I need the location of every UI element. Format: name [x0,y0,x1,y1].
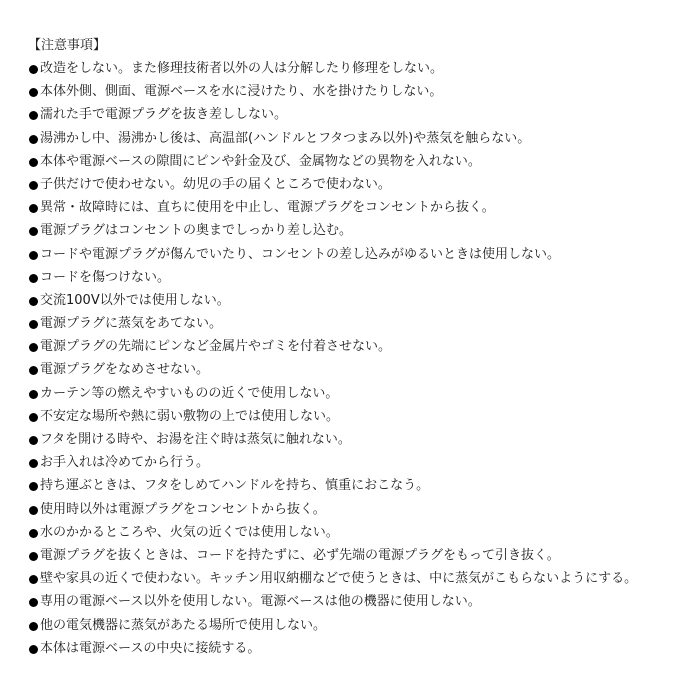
notice-item-text: 交流100V以外では使用しない。 [40,292,230,308]
bullet-icon [29,622,38,631]
notice-item-text: フタを開ける時や、お湯を注ぐ時は蒸気に触れない。 [40,432,351,447]
notice-item-text: 濡れた手で電源プラグを抜き差ししない。 [40,107,288,123]
bullet-icon [29,575,38,584]
bullet-icon [29,459,38,468]
bullet-icon [29,552,38,561]
notice-item [28,270,688,293]
notice-item-text: 湯沸かし中、湯沸かし後は、高温部(ハンドルとフタつまみ以外)や蒸気を触らない。 [40,130,531,146]
notice-item [28,61,688,84]
notice-item [28,362,688,385]
notice-item-text: 改造をしない。また修理技術者以外の人は分解したり修理をしない。 [40,61,444,76]
notice-item-text: お手入れは冷めてから行う。 [40,455,210,471]
notice-item-text: 電源プラグに蒸気をあてない。 [40,316,223,332]
notice-item-text: 持ち運ぶときは、フタをしめてハンドルを持ち、慎重におこなう。 [40,478,430,494]
notice-item [28,293,688,316]
notice-item [28,177,688,200]
bullet-icon [29,158,38,167]
notice-item-text: 異常・故障時には、直ちに使用を中止し、電源プラグをコンセントから抜く。 [40,200,495,216]
bullet-icon [29,366,38,375]
bullet-icon [29,251,38,260]
notice-item [28,571,688,594]
notice-item-text: コードを傷つけない。 [40,269,171,285]
notice-item [28,154,688,177]
notice-item-text: 電源プラグをなめさせない。 [40,362,210,378]
notice-item [28,478,688,501]
notice-item [28,200,688,223]
notice-item-text: 専用の電源ベース以外を使用しない。電源ベースは他の機器に使用しない。 [40,594,481,610]
notice-item [28,525,688,548]
notice-item [28,107,688,130]
notice-item [28,131,688,154]
bullet-icon [29,65,38,74]
notice-item-text: 電源プラグの先端にピンなど金属片やゴミを付着させない。 [40,339,392,355]
notice-item [28,548,688,571]
notice-item-text: 不安定な場所や熱に弱い敷物の上では使用しない。 [40,408,340,424]
notice-item [28,618,688,641]
bullet-icon [29,88,38,97]
notice-item-text: 本体外側、側面、電源ベースを水に浸けたり、水を掛けたりしない。 [40,84,443,100]
notice-item [28,594,688,617]
notice-document [28,38,688,664]
bullet-icon [29,413,38,422]
bullet-icon [29,436,38,445]
notice-item [28,386,688,409]
notice-item [28,502,688,525]
notice-heading: 【注意事項】 [28,38,107,53]
notice-item [28,223,688,246]
bullet-icon [29,111,38,120]
bullet-icon [29,598,38,607]
notice-item [28,409,688,432]
bullet-icon [29,181,38,190]
notice-item [28,247,688,270]
notice-item [28,432,688,455]
notice-item-text: 本体は電源ベースの中央に接続する。 [40,640,261,656]
bullet-icon [29,645,38,654]
bullet-icon [29,274,38,283]
bullet-icon [29,297,38,306]
notice-item-text: コードや電源プラグが傷んでいたり、コンセントの差し込みがゆるいときは使用しない。 [40,246,561,262]
notice-item-text: 子供だけで使わせない。幼児の手の届くところで使わない。 [40,176,391,192]
bullet-icon [29,204,38,213]
notice-item-text: 電源プラグはコンセントの奥までしっかり差し込む。 [40,223,353,239]
notice-item-text: 他の電気機器に蒸気があたる場所で使用しない。 [40,617,327,633]
bullet-icon [29,506,38,515]
bullet-icon [29,482,38,491]
notice-item [28,339,688,362]
bullet-icon [29,390,38,399]
notice-item-text: 電源プラグを抜くときは、コードを持たずに、必ず先端の電源プラグをもって引き抜く。 [40,547,560,563]
notice-item-text: 壁や家具の近くで使わない。キッチン用収納棚などで使うときは、中に蒸気がこもらないようにする。 [40,571,638,587]
notice-item [28,641,688,664]
bullet-icon [29,343,38,352]
bullet-icon [29,320,38,329]
bullet-icon [29,135,38,144]
notice-item-text: 使用時以外は電源プラグをコンセントから抜く。 [40,501,326,517]
notice-item-text: 本体や電源ベースの隙間にピンや針金及び、金属物などの異物を入れない。 [40,153,481,169]
notice-item [28,84,688,107]
notice-list [28,61,688,664]
bullet-icon [29,529,38,538]
notice-item [28,455,688,478]
notice-item [28,316,688,339]
notice-item-text: カーテン等の燃えやすいものの近くで使用しない。 [40,385,339,401]
notice-item-text: 水のかかるところや、火気の近くでは使用しない。 [40,524,339,540]
bullet-icon [29,227,38,236]
